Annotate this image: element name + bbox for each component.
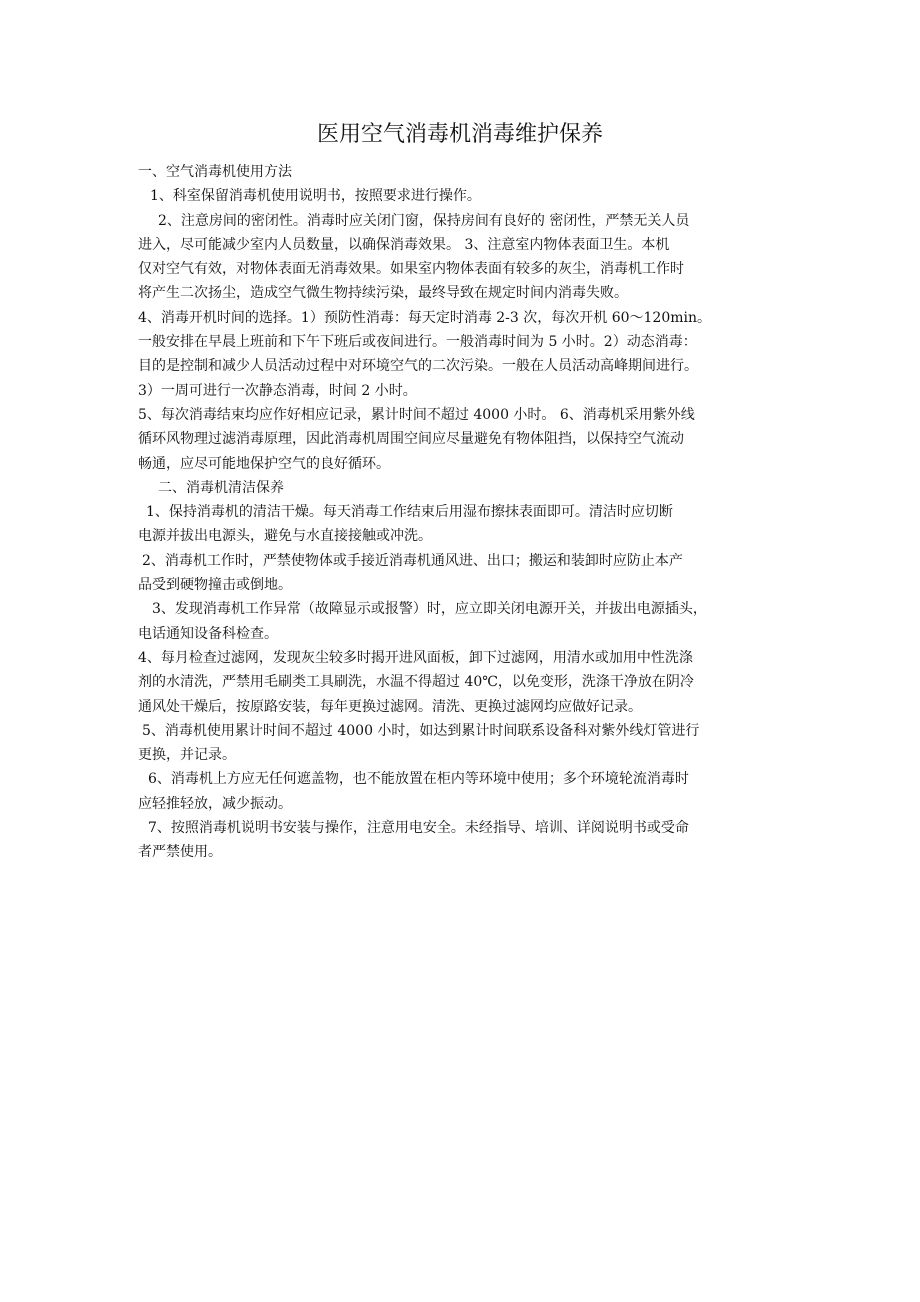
paragraph-line: 畅通，应尽可能地保护空气的良好循环。 (138, 455, 390, 472)
paragraph-line: 4、每月检查过滤网，发现灰尘较多时揭开进风面板，卸下过滤网，用清水或加用中性洗涤 (138, 649, 693, 666)
paragraph-line: 目的是控制和减少人员活动过程中对环境空气的二次污染。一般在人员活动高峰期间进行。 (138, 358, 698, 375)
paragraph-line: 将产生二次扬尘，造成空气微生物持续污染，最终导致在规定时间内消毒失败。 (138, 285, 628, 302)
paragraph-line: 4、消毒开机时间的选择。1）预防性消毒：每天定时消毒 2-3 次，每次开机 60～120min。 (138, 309, 712, 326)
paragraph-line: 一般安排在早晨上班前和下午下班后或夜间进行。一般消毒时间为 5 小时。2）动态消毒： (138, 334, 697, 351)
paragraph-line: 1、保持消毒机的清洁干燥。每天消毒工作结束后用湿布擦抹表面即可。清洁时应切断 (146, 504, 673, 521)
paragraph-line: 5、每次消毒结束均应作好相应记录，累计时间不超过 4000 小时。 6、消毒机采用紫外线 (138, 406, 695, 423)
paragraph-line: 电话通知设备科检查。 (138, 625, 278, 642)
paragraph-line: 者严禁使用。 (138, 844, 222, 861)
paragraph-line: 品受到硬物撞击或倒地。 (138, 577, 292, 594)
paragraph-line: 应轻推轻放，减少振动。 (138, 795, 292, 812)
document-title: 医用空气消毒机消毒维护保养 (316, 122, 603, 147)
paragraph-line: 循环风物理过滤消毒原理，因此消毒机周围空间应尽量避免有物体阻挡，以保持空气流动 (138, 431, 684, 448)
paragraph-line: 5、消毒机使用累计时间不超过 4000 小时，如达到累计时间联系设备科对紫外线灯管进行 (142, 722, 700, 739)
paragraph-line: 剂的水清洗，严禁用毛刷类工具刷洗，水温不得超过 40℃，以免变形，洗涤干净放在阴冷 (138, 674, 694, 691)
paragraph-line: 电源并拔出电源头，避免与水直接接触或冲洗。 (138, 528, 432, 545)
document-body (138, 160, 798, 865)
paragraph-line: 6、消毒机上方应无任何遮盖物，也不能放置在柜内等环境中使用；多个环境轮流消毒时 (148, 771, 689, 788)
paragraph-line: 进入，尽可能减少室内人员数量，以确保消毒效果。 3、注意室内物体表面卫生。本机 (138, 236, 670, 253)
paragraph-line: 二、消毒机清洁保养 (158, 479, 284, 496)
paragraph-line: 2、消毒机工作时，严禁使物体或手接近消毒机通风进、出口；搬运和装卸时应防止本产 (142, 552, 683, 569)
paragraph-line: 仅对空气有效，对物体表面无消毒效果。如果室内物体表面有较多的灰尘，消毒机工作时 (138, 261, 684, 278)
paragraph-line: 通风处干燥后，按原路安装，每年更换过滤网。清洗、更换过滤网均应做好记录。 (138, 698, 642, 715)
paragraph-line: 1、科室保留消毒机使用说明书，按照要求进行操作。 (150, 188, 481, 205)
paragraph-line: 3、发现消毒机工作异常（故障显示或报警）时，应立即关闭电源开关，并拔出电源插头， (152, 601, 707, 618)
paragraph-line: 7、按照消毒机说明书安装与操作，注意用电安全。未经指导、培训、详阅说明书或受命 (148, 820, 689, 837)
paragraph-line: 更换，并记录。 (138, 747, 236, 764)
paragraph-line: 一、空气消毒机使用方法 (138, 164, 292, 180)
paragraph-line: 2、注意房间的密闭性。消毒时应关闭门窗，保持房间有良好的 密闭性，严禁无关人员 (158, 212, 690, 229)
paragraph-line: 3）一周可进行一次静态消毒，时间 2 小时。 (138, 382, 417, 399)
